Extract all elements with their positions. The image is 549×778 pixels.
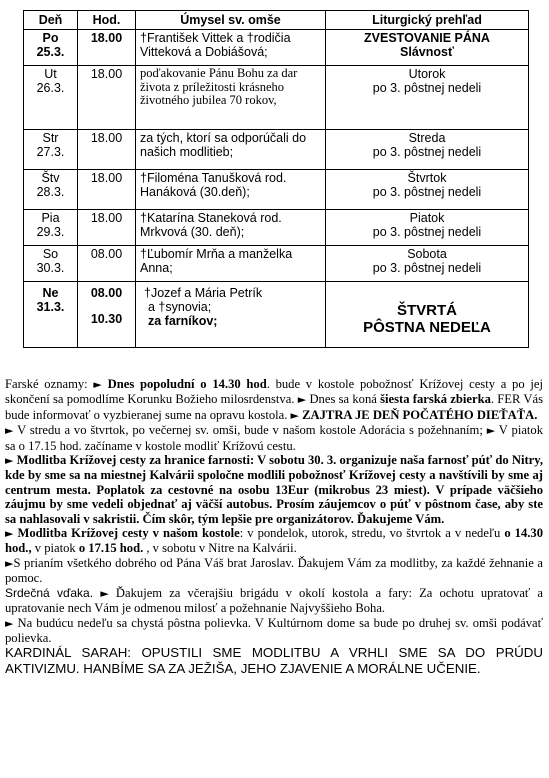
liturgy-subtitle: po 3. pôstnej nedeli <box>372 225 482 239</box>
announcement-paragraph <box>5 377 543 423</box>
liturgy-title: Sobota <box>407 247 447 261</box>
hour-cell <box>78 282 136 348</box>
parish-announcements <box>5 377 543 677</box>
day-cell <box>24 30 78 66</box>
hour-cell: 08.00 <box>78 246 136 282</box>
liturgy-cell <box>326 210 529 246</box>
liturgy-cell <box>326 30 529 66</box>
day-cell <box>24 66 78 130</box>
day-date: 29.3. <box>36 225 65 239</box>
day-name: Ne <box>42 286 59 300</box>
table-row <box>24 246 529 282</box>
announcement-text: : v pondelok, utorok, stredu, vo štvrtok a v nedeľu <box>239 526 505 541</box>
announcement-text: , v sobotu v Nitre na Kalvárii. <box>143 541 297 556</box>
day-cell <box>24 210 78 246</box>
day-name: Pia <box>41 211 60 225</box>
day-cell <box>24 282 78 348</box>
announcement-text: Modlitba Krížovej cesty za hranice farnosti: V sobotu 30. 3. organizuje naša farnosť púť do Nitry, kde by sme sa na miestnej Kalvárii spoločne modlili pobožnosť Krížovej cesty a navštívili by sme aj centrum mesta. Poplatok za cestovné na osobu 13Eur (mikrobus 23 miest). V prípade väčšieho záujmu by sme vedeli objednať aj väčší autobus. Prosím záujemcov o púť v pôstnom čase, aby ste sa nahlasovali v sakristii. Čím skôr, tým lepšie pre organizátorov. Ďakujeme Vám. <box>5 453 543 526</box>
intention-line: †Jozef a Mária Petrík <box>144 286 263 300</box>
intention-line: za farníkov; <box>148 314 218 328</box>
intention-cell: †Katarína Staneková rod. Mrkvová (30. deň); <box>136 210 326 246</box>
announcement-text: v piatok <box>31 541 79 556</box>
intention-line: a †synovia; <box>148 300 212 314</box>
liturgy-subtitle: Slávnosť <box>400 45 454 59</box>
liturgy-title: Utorok <box>408 67 446 81</box>
pointer-icon: ► <box>486 424 496 438</box>
day-cell <box>24 130 78 170</box>
liturgy-title: ŠTVRTÁ <box>397 302 457 319</box>
announcement-text: S prianím všetkého dobrého od Pána Váš brat Jaroslav. Ďakujem Vám za modlitby, za každé žehnanie a pomoc. <box>5 555 543 586</box>
intention-cell: †František Vittek a †rodičia Vitteková a Dobiášová; <box>136 30 326 66</box>
day-name: Po <box>42 31 59 45</box>
table-header-row <box>24 11 529 30</box>
pointer-icon: ► <box>5 424 14 438</box>
day-name: Štv <box>41 171 60 185</box>
liturgy-subtitle: po 3. pôstnej nedeli <box>372 145 482 159</box>
liturgy-subtitle: PÔSTNA NEDEĽA <box>363 319 491 336</box>
liturgy-cell <box>326 282 529 348</box>
hour-cell: 18.00 <box>78 210 136 246</box>
announcement-text: V piatok sa o 17.15 hod. začíname v kostole modliť Krížovú cestu. <box>5 423 543 453</box>
announcement-text: V stredu a vo štvrtok, po večernej sv. omši, bude v našom kostole Adorácia s požehnaním; <box>13 423 487 438</box>
announcement-paragraph <box>5 616 543 646</box>
liturgy-title: ZVESTOVANIE PÁNA <box>364 31 490 45</box>
day-name: Ut <box>44 67 57 81</box>
announcement-text: Dnes sa koná <box>306 392 381 407</box>
hour-cell: 18.00 <box>78 170 136 210</box>
day-cell <box>24 246 78 282</box>
announcement-text: Na budúcu nedeľu sa chystá pôstna polievka. V Kultúrnom dome sa bude po druhej sv. omši podávať polievka. <box>5 615 543 645</box>
liturgy-cell <box>326 170 529 210</box>
announcement-paragraph <box>5 556 543 586</box>
hour-cell: 18.00 <box>78 130 136 170</box>
header-liturgy: Liturgický prehľad <box>326 11 529 30</box>
pointer-icon: ► <box>5 527 14 541</box>
day-name: Str <box>42 131 59 145</box>
closing-quote: KARDINÁL SARAH: OPUSTILI SME MODLITBU A VRHLI SME SA DO PRÚDU AKTIVIZMU. HANBÍME SA ZA JEŽIŠA, JEHO ZJAVENIE A MORÁLNE UČENIE. <box>5 645 543 677</box>
intention-cell <box>136 282 326 348</box>
thanks-lead: Srdečná vďaka. <box>5 585 101 600</box>
day-date: 28.3. <box>36 185 65 199</box>
mass-schedule-table <box>23 10 529 348</box>
intention-cell: poďakovanie Pánu Bohu za dar života z príležitosti krásneho životného jubilea 70 rokov, <box>136 66 326 130</box>
day-date: 26.3. <box>36 81 65 95</box>
intention-cell: †Filoména Tanušková rod. Hanáková (30.deň); <box>136 170 326 210</box>
pointer-icon: ► <box>5 556 14 570</box>
hour-cell: 18.00 <box>78 30 136 66</box>
intention-cell: za tých, ktorí sa odporúčali do našich modlitieb; <box>136 130 326 170</box>
table-row <box>24 130 529 170</box>
liturgy-cell <box>326 66 529 130</box>
announcement-bold: o 14.30 hod., <box>5 526 544 556</box>
announcement-bold: ZAJTRA JE DEŇ POČATÉHO DIEŤAŤA. <box>302 407 538 422</box>
pointer-icon: ► <box>5 616 14 630</box>
liturgy-subtitle: po 3. pôstnej nedeli <box>372 185 482 199</box>
day-name: So <box>42 247 59 261</box>
hour-first: 08.00 <box>90 286 123 300</box>
day-date: 27.3. <box>36 145 65 159</box>
announcement-paragraph <box>5 586 543 616</box>
announcement-paragraph <box>5 423 543 453</box>
hour-second: 10.30 <box>90 312 123 326</box>
pointer-icon: ► <box>93 378 102 391</box>
table-row <box>24 170 529 210</box>
day-date: 31.3. <box>36 300 65 314</box>
announcement-bold: šiesta farská zbierka <box>380 392 491 407</box>
liturgy-cell <box>326 246 529 282</box>
header-intention: Úmysel sv. omše <box>136 11 326 30</box>
pointer-icon: ► <box>100 586 109 600</box>
announcement-paragraph <box>5 526 543 556</box>
liturgy-title: Štvrtok <box>407 171 447 185</box>
liturgy-subtitle: po 3. pôstnej nedeli <box>372 261 482 275</box>
announcement-text: Ďakujem za včerajšiu brigádu v okolí kostola a fary: Za ochotu upratovať a upratovanie nech Vám je odmenou milosť a požehnanie Najvyššieho Boha. <box>5 585 543 616</box>
announcement-bold: Dnes popoludní o 14.30 hod <box>107 377 267 391</box>
day-date: 30.3. <box>36 261 65 275</box>
announcements-lead: Farské oznamy: <box>5 377 94 391</box>
announcement-bold: o 17.15 hod. <box>78 541 144 556</box>
hour-cell: 18.00 <box>78 66 136 130</box>
liturgy-title: Piatok <box>409 211 445 225</box>
announcement-paragraph <box>5 453 543 526</box>
pointer-icon: ► <box>5 454 14 468</box>
liturgy-title: Streda <box>408 131 446 145</box>
header-hour: Hod. <box>78 11 136 30</box>
day-cell <box>24 170 78 210</box>
pointer-icon: ► <box>297 393 307 407</box>
announcement-text: . FER Vás bude informovať o vyzbieranej sume na opravu kostola. <box>5 392 543 422</box>
liturgy-subtitle: po 3. pôstnej nedeli <box>372 81 482 95</box>
pointer-icon: ► <box>290 408 299 422</box>
table-row <box>24 282 529 348</box>
table-row <box>24 210 529 246</box>
intention-cell: †Ľubomír Mrňa a manželka Anna; <box>136 246 326 282</box>
announcement-bold: Modlitba Krížovej cesty v našom kostole <box>13 526 240 541</box>
liturgy-cell <box>326 130 529 170</box>
header-day: Deň <box>24 11 78 30</box>
table-row <box>24 30 529 66</box>
table-row <box>24 66 529 130</box>
day-date: 25.3. <box>36 45 65 59</box>
announcement-text: . bude v kostole pobožnosť Krížovej cesty a po jej skončení sa pomodlíme Korunku Božieho milosrdenstva. <box>5 377 543 407</box>
